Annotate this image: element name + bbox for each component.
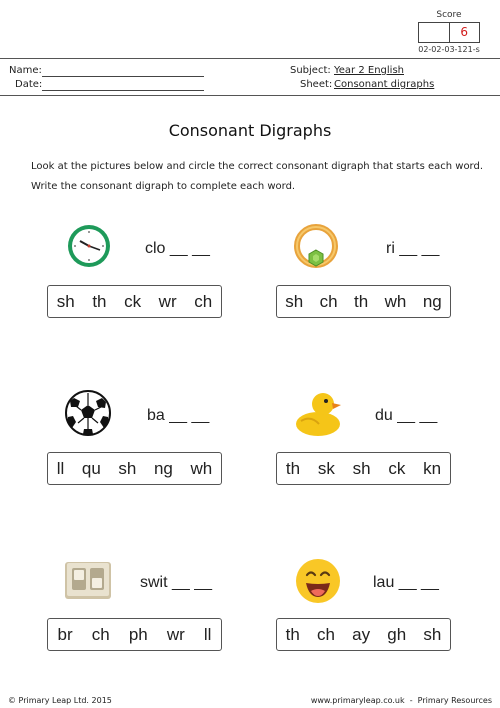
choice-option[interactable]: ph [128,624,148,644]
footer-copyright: © Primary Leap Ltd. 2015 [8,696,112,705]
choice-option[interactable]: th [285,624,300,644]
choice-option[interactable]: ch [91,624,110,644]
name-field[interactable] [42,65,204,77]
score-empty-cell [418,22,450,43]
choice-option[interactable]: ck [124,291,142,311]
laughing-face-icon [294,557,342,609]
choice-option[interactable]: sk [317,458,335,478]
word-ball: ba __ __ [147,407,210,424]
choice-option[interactable]: th [285,458,301,478]
sheet-row [300,79,332,90]
choice-option[interactable]: sh [56,291,75,311]
ring-icon [292,222,340,274]
choice-option[interactable]: sh [285,291,304,311]
word-ring: ri __ __ [386,240,440,257]
choice-option[interactable]: sh [423,624,442,644]
choice-option[interactable]: qu [81,458,101,478]
choice-option[interactable]: ng [422,291,442,311]
choice-option[interactable]: sh [118,458,137,478]
sheet-label: Sheet: [300,79,333,90]
choice-option[interactable]: th [354,291,369,311]
choice-option[interactable]: wr [166,624,185,644]
duck-icon [293,388,343,442]
choice-box-clock [47,285,222,318]
subject-row [290,65,331,76]
score-box [418,22,480,43]
choice-option[interactable]: sh [352,458,371,478]
choice-option[interactable]: ch [194,291,213,311]
choice-option[interactable]: ll [203,624,212,644]
choice-box-ball [47,452,222,485]
word-laugh: lau __ __ [373,574,439,591]
choice-option[interactable]: wr [158,291,177,311]
sheet-code: 02-02-03-121-s [418,45,480,54]
choice-box-ring [276,285,451,318]
choice-box-laugh [276,618,451,651]
choice-option[interactable]: br [57,624,73,644]
choice-box-duck [276,452,451,485]
name-row [9,65,42,76]
name-label: Name: [9,65,42,76]
date-field[interactable] [42,79,204,91]
word-switch: swit __ __ [140,574,213,591]
footer-website: www.primaryleap.co.uk - Primary Resources [310,696,492,705]
choice-option[interactable]: ck [388,458,406,478]
choice-option[interactable]: ll [56,458,65,478]
instruction-line-2: Write the consonant digraph to complete each word. [31,181,296,192]
choice-option[interactable]: wh [384,291,407,311]
instruction-line-1: Look at the pictures below and circle the correct consonant digraph that starts each word. [31,161,484,172]
date-label: Date: [15,79,43,90]
subject-value: Year 2 English [334,65,404,76]
choice-option[interactable]: ay [352,624,371,644]
sheet-value: Consonant digraphs [334,79,435,90]
choice-option[interactable]: th [92,291,107,311]
choice-option[interactable]: ng [153,458,173,478]
soccer-ball-icon [64,389,112,441]
choice-option[interactable]: ch [319,291,338,311]
header-top-rule [0,58,500,59]
choice-box-switch [47,618,222,651]
score-value: 6 [450,22,481,43]
date-row [15,79,42,90]
choice-option[interactable]: gh [387,624,407,644]
light-switch-icon [64,560,112,606]
choice-option[interactable]: ch [316,624,335,644]
page-title: Consonant Digraphs [168,121,332,140]
subject-label: Subject: [290,65,331,76]
choice-option[interactable]: kn [423,458,442,478]
clock-icon [66,222,112,274]
word-clock: clo __ __ [145,240,210,257]
score-label: Score [436,10,462,20]
choice-option[interactable]: wh [190,458,213,478]
word-duck: du __ __ [375,407,438,424]
header-bottom-rule [0,95,500,96]
